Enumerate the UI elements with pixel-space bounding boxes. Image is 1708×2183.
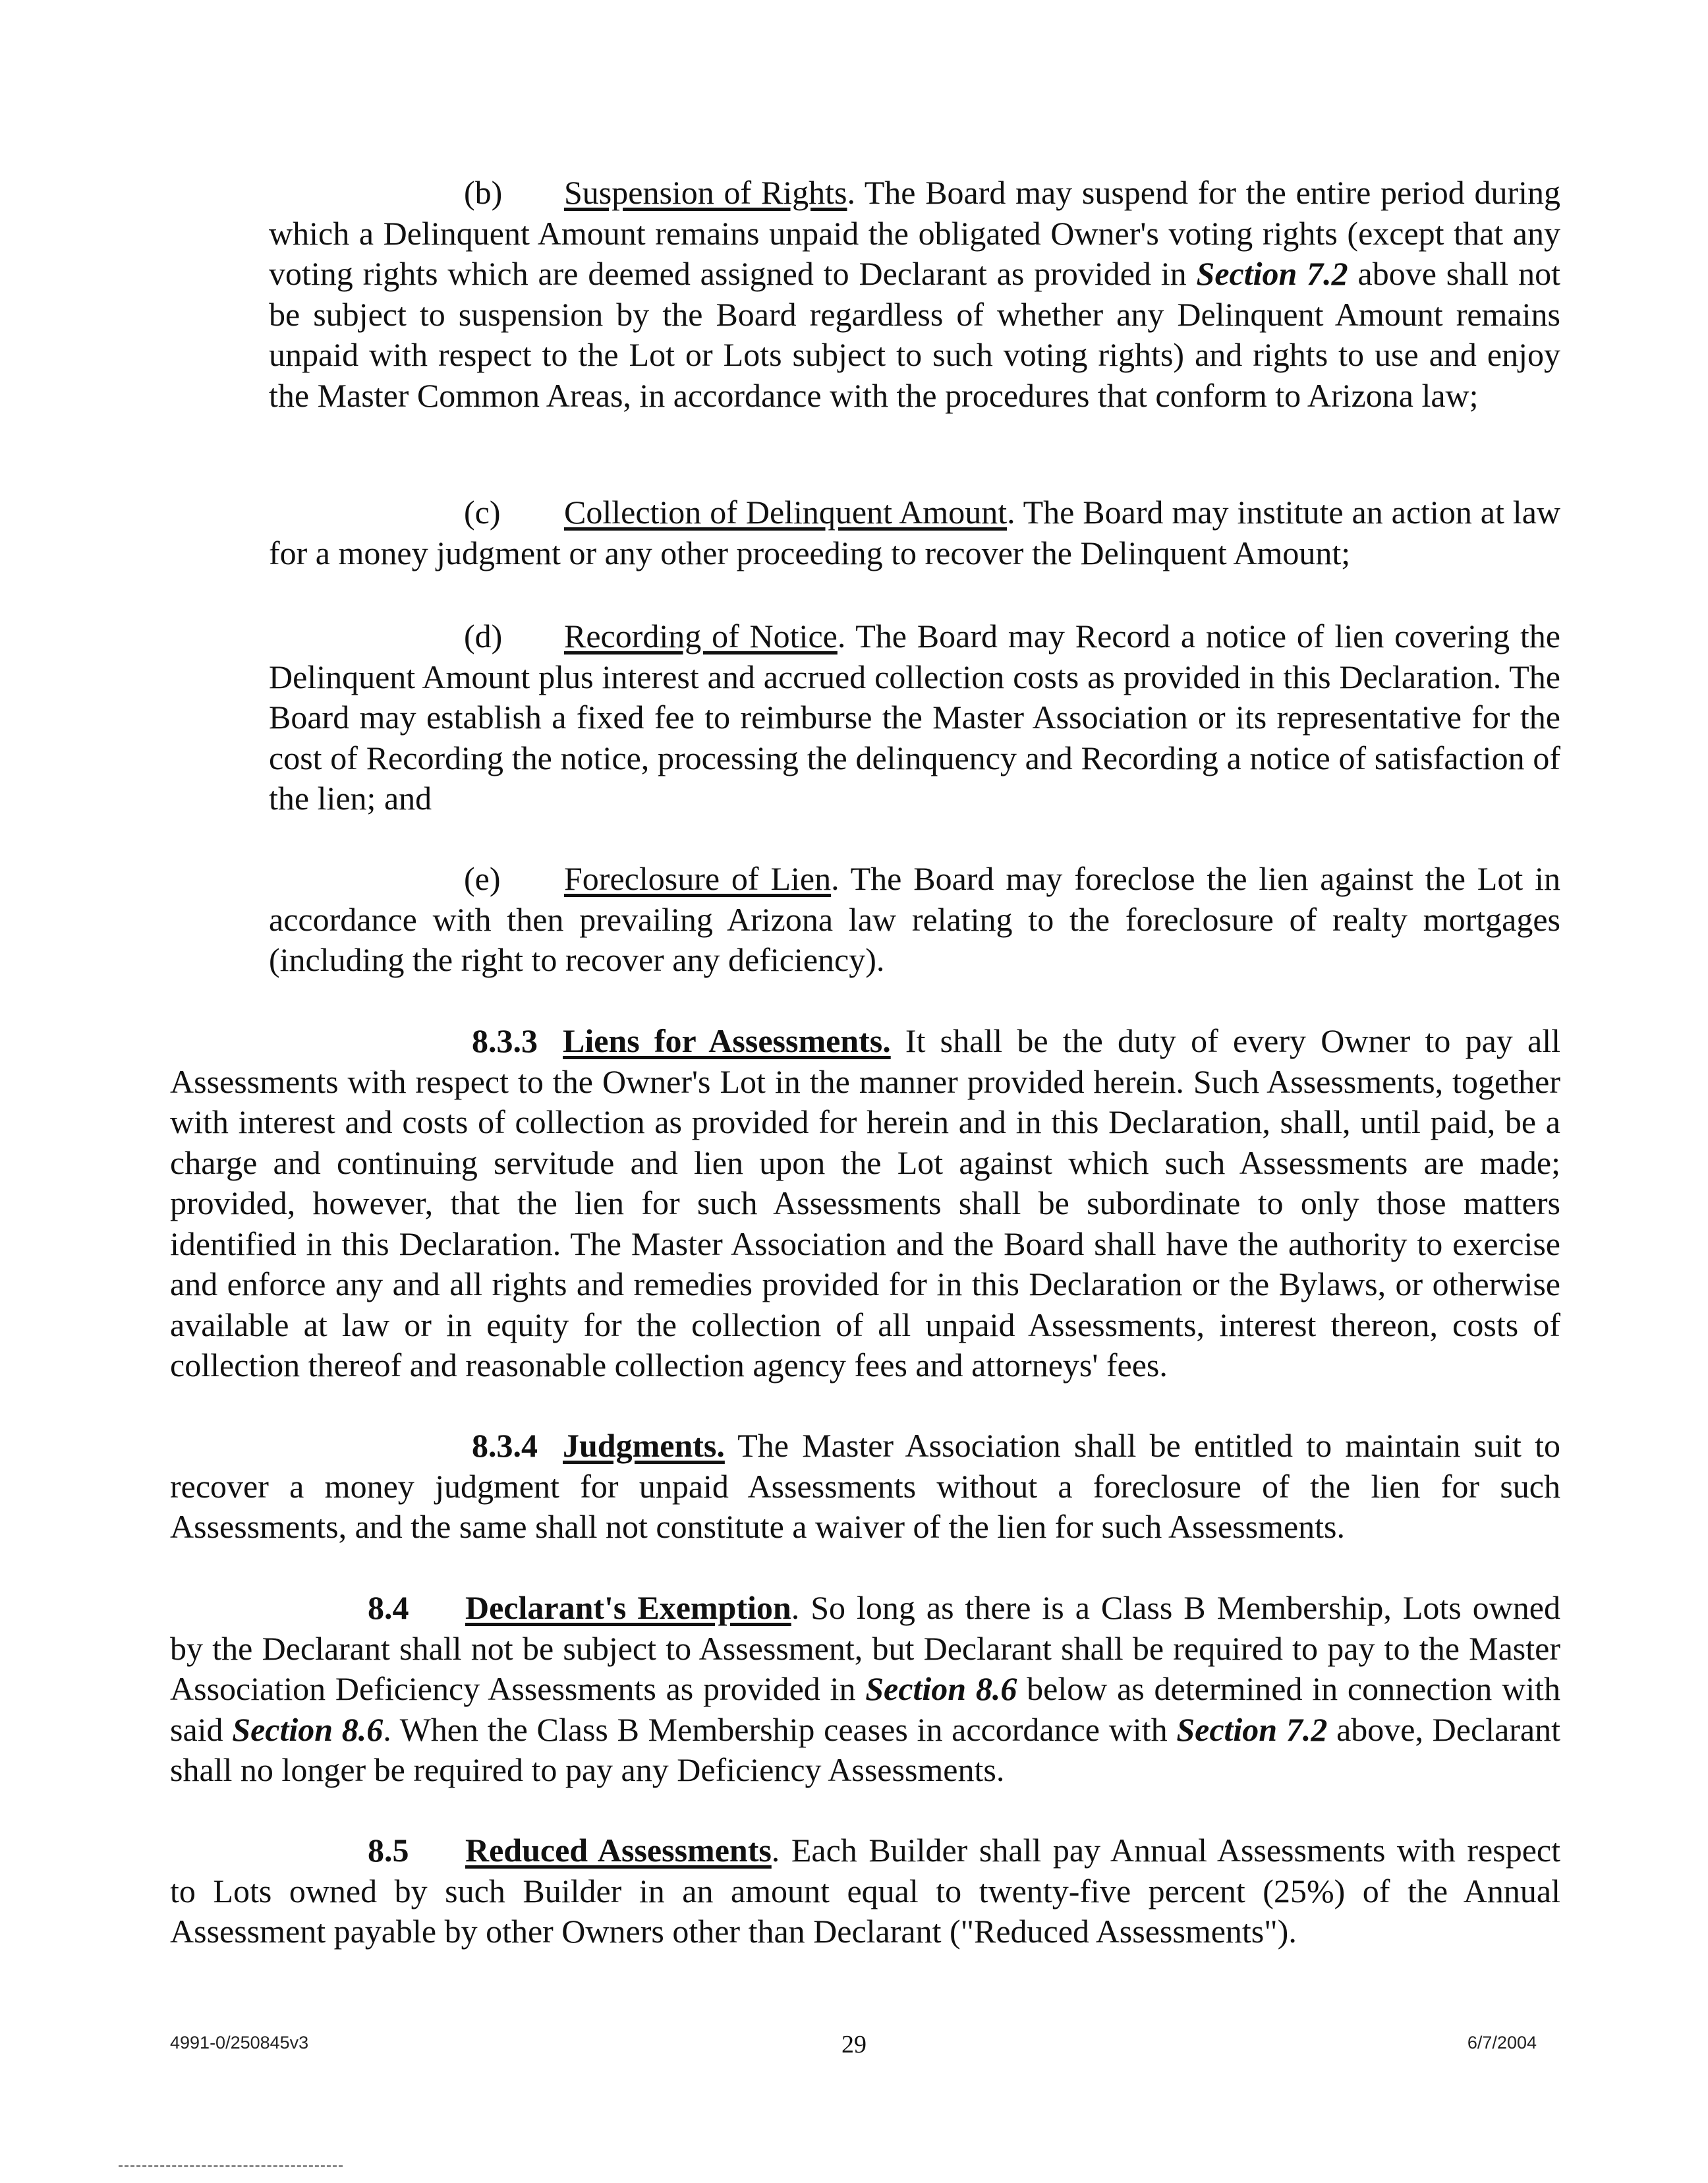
paragraph-b-heading: Suspension of Rights	[564, 174, 847, 211]
footer-date: 6/7/2004	[1467, 2033, 1537, 2052]
section-8-3-4-heading: Judgments.	[563, 1427, 725, 1464]
section-8-4-number: 8.4	[368, 1589, 409, 1626]
paragraph-b-label: (b)	[464, 174, 503, 211]
section-8-4-text-2: below as determined in connection with said	[170, 1670, 1560, 1748]
section-8-3-4-number: 8.3.4	[472, 1427, 538, 1464]
paragraph-c-heading: Collection of Delinquent Amount	[564, 494, 1008, 531]
section-reference: Section 8.6	[865, 1670, 1017, 1707]
paragraph-b-text-2: above shall not be subject to suspension by the Board regardless of whether any Delinquent Amount remains unpaid with respect to the Lot or Lots subject to such voting rights) and rights to use and enjoy the Master Common Areas, in accordance with the procedures that conform to Arizona law;	[269, 255, 1560, 414]
paragraph-d-heading: Recording of Notice	[564, 618, 838, 655]
page-number: 29	[841, 2031, 867, 2058]
section-8-4-text-4: above, Declarant shall no longer be required to pay any Deficiency Assessments.	[170, 1710, 1560, 1788]
paragraph-d	[269, 616, 1560, 819]
paragraph-e	[269, 859, 1560, 981]
section-8-3-3	[170, 1021, 1560, 1386]
section-8-3-4	[170, 1426, 1560, 1548]
section-8-4	[170, 1588, 1560, 1791]
section-8-3-3-number: 8.3.3	[472, 1022, 538, 1059]
section-reference: Section 7.2	[1176, 1710, 1328, 1748]
paragraph-e-heading: Foreclosure of Lien	[564, 860, 832, 897]
section-8-4-text-1: . So long as there is a Class B Membership, Lots owned by the Declarant shall not be subject to Assessment, but Declarant shall be required to pay to the Master Association Deficiency Assessments as provided in	[170, 1589, 1560, 1707]
paragraph-c	[269, 492, 1560, 573]
scan-artifact-line	[119, 2165, 343, 2167]
section-8-4-heading: Declarant's Exemption	[465, 1589, 791, 1626]
paragraph-b-text-1: . The Board may suspend for the entire period during which a Delinquent Amount remains unpaid the obligated Owner's voting rights (except that any voting rights which are deemed assigned to Declarant as provided in	[269, 174, 1560, 292]
section-8-3-3-heading: Liens for Assessments.	[563, 1022, 891, 1059]
footer-doc-id: 4991-0/250845v3	[170, 2033, 309, 2052]
section-8-4-text-3: . When the Class B Membership ceases in accordance with	[383, 1710, 1177, 1748]
paragraph-b	[269, 173, 1560, 416]
section-8-3-4-text: The Master Association shall be entitled to maintain suit to recover a money judgment for unpaid Assessments without a foreclosure of the lien for such Assessments, and the same shall not constitute a waiver of the lien for such Assessments.	[170, 1427, 1560, 1545]
section-reference: Section 8.6	[232, 1710, 384, 1748]
paragraph-d-text: . The Board may Record a notice of lien covering the Delinquent Amount plus interest and accrued collection costs as provided in this Declaration. The Board may establish a fixed fee to reimburse the Master Association or its representative for the cost of Recording the notice, processing the delinquency and Recording a notice of satisfaction of the lien; and	[269, 618, 1560, 817]
paragraph-c-text: . The Board may institute an action at law for a money judgment or any other proceeding to recover the Delinquent Amount;	[269, 494, 1560, 571]
paragraph-e-label: (e)	[464, 860, 501, 897]
section-8-3-3-text: It shall be the duty of every Owner to pay all Assessments with respect to the Owner's Lot in the manner provided herein. Such Assessments, together with interest and costs of collection as provided for herein and in this Declaration, shall, until paid, be a charge and continuing servitude and lien upon the Lot against which such Assessments are made; provided, however, that the lien for such Assessments shall be subordinate to only those matters identified in this Declaration. The Master Association and the Board shall have the authority to exercise and enforce any and all rights and remedies provided for in this Declaration or the Bylaws, or otherwise available at law or in equity for the collection of all unpaid Assessments, interest thereon, costs of collection thereof and reasonable collection agency fees and attorneys' fees.	[170, 1022, 1560, 1383]
section-8-5	[170, 1830, 1560, 1952]
section-8-5-number: 8.5	[368, 1832, 409, 1869]
paragraph-e-text: . The Board may foreclose the lien against the Lot in accordance with then prevailing Arizona law relating to the foreclosure of realty mortgages (including the right to recover any deficiency).	[269, 860, 1560, 978]
section-8-5-text: . Each Builder shall pay Annual Assessments with respect to Lots owned by such Builder in an amount equal to twenty-five percent (25%) of the Annual Assessment payable by other Owners other than Declarant ("Reduced Assessments").	[170, 1832, 1560, 1950]
paragraph-c-label: (c)	[464, 494, 501, 531]
section-8-5-heading: Reduced Assessments	[465, 1832, 772, 1869]
section-reference: Section 7.2	[1196, 255, 1348, 292]
paragraph-d-label: (d)	[464, 618, 503, 655]
